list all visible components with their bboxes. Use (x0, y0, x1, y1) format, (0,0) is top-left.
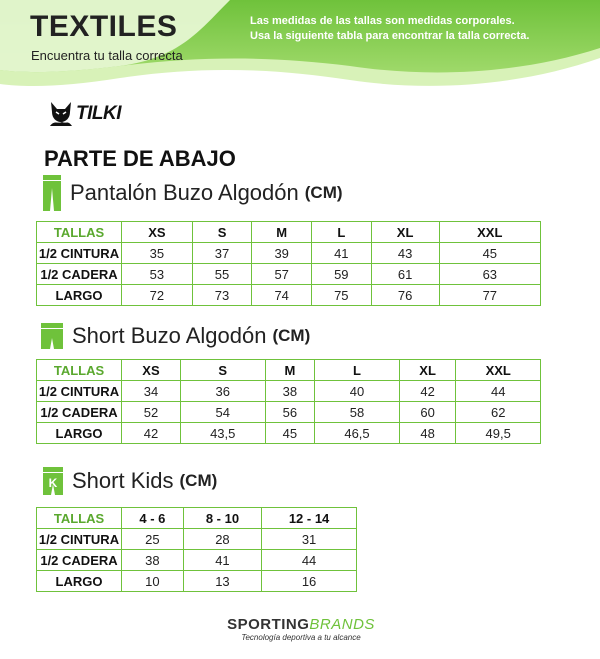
table-cell: 48 (399, 423, 456, 444)
table-cell: 49,5 (456, 423, 541, 444)
product-name: Pantalón Buzo Algodón (70, 180, 299, 205)
table-cell: 43 (371, 243, 439, 264)
table-cell: 38 (122, 550, 184, 571)
row-label: 1/2 CADERA (37, 402, 122, 423)
row-label: 1/2 CINTURA (37, 243, 122, 264)
table-cell: 42 (399, 381, 456, 402)
header-cell: 4 - 6 (122, 508, 184, 529)
table-cell: 25 (122, 529, 184, 550)
table-cell: 60 (399, 402, 456, 423)
table-row (37, 402, 541, 423)
table-cell: 41 (183, 550, 261, 571)
table-cell: 44 (456, 381, 541, 402)
size-table-pantalon (36, 221, 541, 306)
header-cell: TALLAS (37, 508, 122, 529)
table-cell: 44 (262, 550, 357, 571)
table-row (37, 243, 541, 264)
footer-tagline: Tecnología deportiva a tu alcance (241, 633, 361, 642)
footer-brand-part2: BRANDS (309, 616, 375, 633)
header-title: TEXTILES (30, 10, 178, 43)
table-cell: 76 (371, 285, 439, 306)
size-table-short (36, 359, 541, 444)
product-name: Short Buzo Algodón (72, 323, 267, 348)
footer-brand (216, 616, 386, 642)
row-label: 1/2 CINTURA (37, 529, 122, 550)
header-cell: XS (122, 360, 181, 381)
header-note-line1: Las medidas de las tallas son medidas corporales. (250, 15, 515, 27)
header-cell: XXL (456, 360, 541, 381)
product-title-kids (42, 466, 217, 496)
table-header-row (37, 508, 357, 529)
table-cell: 31 (262, 529, 357, 550)
header-subtitle: Encuentra tu talla correcta (31, 48, 183, 63)
table-cell: 10 (122, 571, 184, 592)
table-cell: 75 (312, 285, 372, 306)
header-cell: XL (399, 360, 456, 381)
table-cell: 38 (265, 381, 315, 402)
table-cell: 35 (122, 243, 193, 264)
product-unit: (CM) (272, 326, 311, 345)
table-cell: 53 (122, 264, 193, 285)
table-row (37, 529, 357, 550)
table-cell: 43,5 (180, 423, 265, 444)
table-cell: 28 (183, 529, 261, 550)
table-row (37, 264, 541, 285)
table-row (37, 571, 357, 592)
table-cell: 40 (315, 381, 400, 402)
header-cell: XXL (439, 222, 540, 243)
header-cell: S (180, 360, 265, 381)
row-label: LARGO (37, 571, 122, 592)
header-note (250, 14, 529, 44)
table-row (37, 423, 541, 444)
table-cell: 52 (122, 402, 181, 423)
header-note-line2: Usa la siguiente tabla para encontrar la talla correcta. (250, 30, 530, 42)
table-cell: 55 (192, 264, 252, 285)
row-label: 1/2 CINTURA (37, 381, 122, 402)
table-row (37, 550, 357, 571)
row-label: LARGO (37, 285, 122, 306)
table-cell: 41 (312, 243, 372, 264)
header-cell: XL (371, 222, 439, 243)
product-name: Short Kids (72, 468, 174, 493)
table-cell: 46,5 (315, 423, 400, 444)
table-cell: 45 (265, 423, 315, 444)
row-label: 1/2 CADERA (37, 550, 122, 571)
row-label: 1/2 CADERA (37, 264, 122, 285)
table-cell: 54 (180, 402, 265, 423)
table-cell: 37 (192, 243, 252, 264)
table-cell: 45 (439, 243, 540, 264)
kids-shorts-icon (42, 466, 64, 496)
logo-text: TILKI (76, 103, 121, 124)
table-cell: 61 (371, 264, 439, 285)
pants-icon (42, 174, 62, 212)
section-title: PARTE DE ABAJO (44, 146, 236, 171)
table-cell: 57 (252, 264, 312, 285)
fox-icon (48, 100, 74, 128)
product-unit: (CM) (179, 471, 218, 490)
header-cell: L (315, 360, 400, 381)
header-cell: 12 - 14 (262, 508, 357, 529)
table-cell: 63 (439, 264, 540, 285)
header-cell: TALLAS (37, 360, 122, 381)
table-row (37, 285, 541, 306)
header-cell: M (265, 360, 315, 381)
footer-brand-name (216, 616, 386, 633)
tilki-logo (48, 99, 121, 129)
table-header-row (37, 222, 541, 243)
header-cell: L (312, 222, 372, 243)
table-cell: 77 (439, 285, 540, 306)
table-cell: 62 (456, 402, 541, 423)
table-cell: 13 (183, 571, 261, 592)
header-cell: XS (122, 222, 193, 243)
table-cell: 16 (262, 571, 357, 592)
product-unit: (CM) (304, 183, 343, 202)
table-cell: 59 (312, 264, 372, 285)
kids-icon-letter: K (48, 476, 58, 490)
table-cell: 42 (122, 423, 181, 444)
table-cell: 56 (265, 402, 315, 423)
table-header-row (37, 360, 541, 381)
table-cell: 72 (122, 285, 193, 306)
table-cell: 39 (252, 243, 312, 264)
table-cell: 73 (192, 285, 252, 306)
header-cell: S (192, 222, 252, 243)
table-cell: 34 (122, 381, 181, 402)
shorts-icon (40, 322, 64, 350)
header-cell: M (252, 222, 312, 243)
header-cell: 8 - 10 (183, 508, 261, 529)
table-cell: 74 (252, 285, 312, 306)
product-title-pantalon (42, 174, 343, 212)
footer-brand-part1: SPORTING (227, 616, 310, 633)
table-cell: 36 (180, 381, 265, 402)
table-row (37, 381, 541, 402)
header-cell: TALLAS (37, 222, 122, 243)
row-label: LARGO (37, 423, 122, 444)
product-title-short (40, 322, 310, 350)
size-table-kids (36, 507, 357, 592)
table-cell: 58 (315, 402, 400, 423)
header-banner (0, 0, 600, 96)
